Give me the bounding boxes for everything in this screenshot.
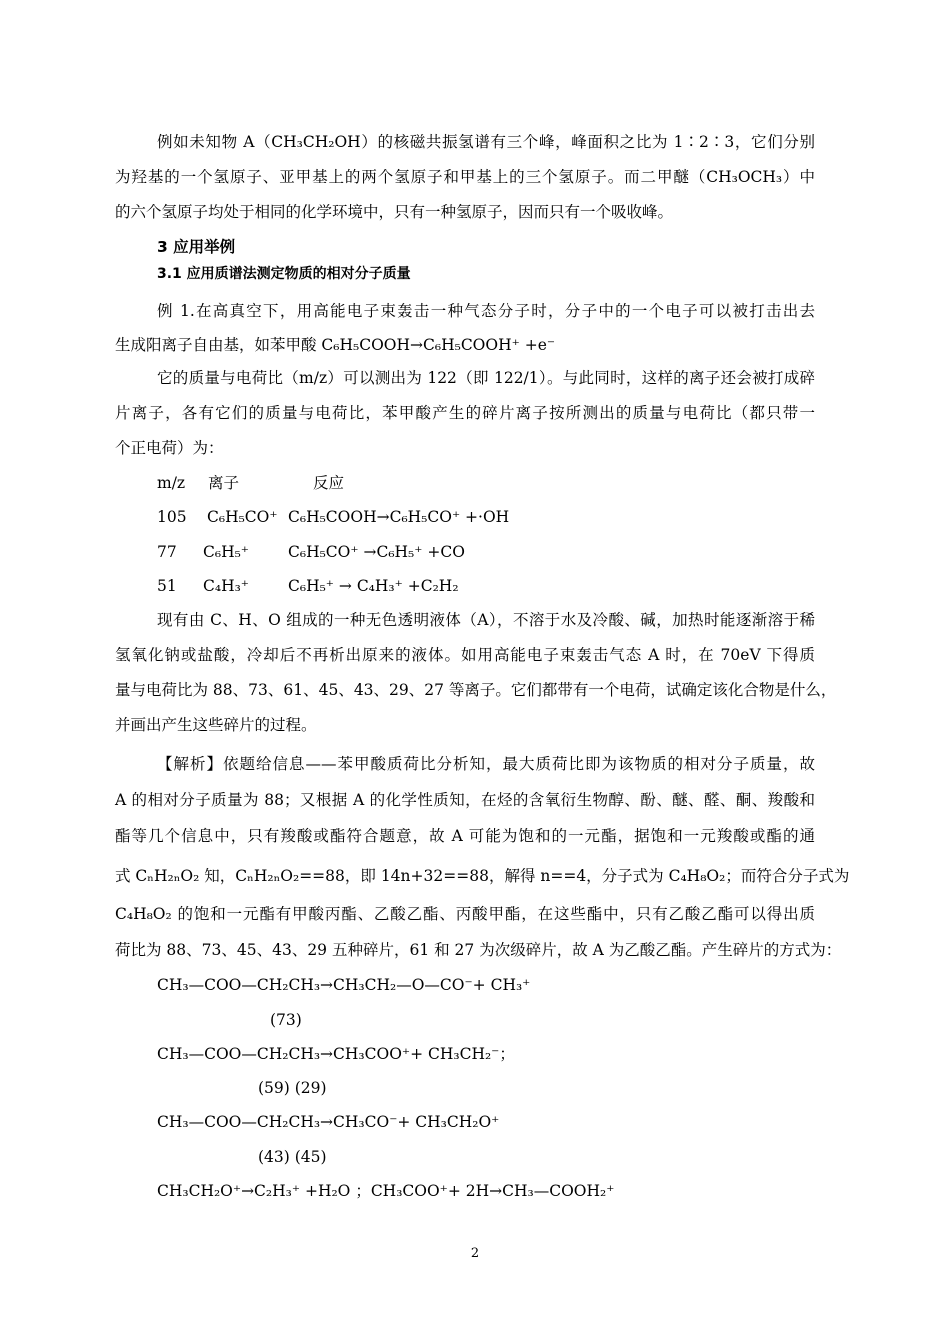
reaction-mass-labels: (59) (29) bbox=[258, 1079, 327, 1097]
analysis-line: 【解析】依题给信息——苯甲酸质荷比分析知，最大质荷比即为该物质的相对分子质量，故 bbox=[157, 755, 815, 773]
table-cell-mz: 51 bbox=[157, 577, 177, 595]
paragraph-line: 片离子，各有它们的质量与电荷比，苯甲酸产生的碎片离子按所测出的质量与电荷比（都只带一 bbox=[115, 404, 815, 422]
table-cell-reaction: C₆H₅⁺ → C₄H₃⁺ +C₂H₂ bbox=[288, 577, 459, 595]
paragraph-line: 它的质量与电荷比（m/z）可以测出为 122（即 122/1）。与此同时，这样的离子还会被打成碎 bbox=[157, 369, 815, 387]
paragraph-line: 的六个氢原子均处于相同的化学环境中，只有一种氢原子，因而只有一个吸收峰。 bbox=[115, 203, 674, 221]
paragraph-line: 氢氧化钠或盐酸，冷却后不再析出原来的液体。如用高能电子束轰击气态 A 时，在 70eV 下得质 bbox=[115, 646, 815, 664]
table-cell-mz: 105 bbox=[157, 508, 187, 526]
analysis-line: 荷比为 88、73、45、43、29 五种碎片，61 和 27 为次级碎片，故 A 为乙酸乙酯。产生碎片的方式为： bbox=[115, 941, 842, 959]
reaction-equation: CH₃CH₂O⁺→C₂H₃⁺ +H₂O ；CH₃COO⁺+ 2H→CH₃—COOH₂⁺ bbox=[157, 1182, 615, 1200]
table-cell-reaction: C₆H₅CO⁺ →C₆H₅⁺ +CO bbox=[288, 543, 465, 561]
subsection-heading: 3.1 应用质谱法测定物质的相对分子质量 bbox=[157, 266, 411, 282]
page-number: 2 bbox=[470, 1246, 480, 1261]
reaction-mass-labels: (73) bbox=[270, 1011, 302, 1029]
section-heading: 3 应用举例 bbox=[157, 238, 236, 256]
table-cell-ion: C₄H₃⁺ bbox=[203, 577, 249, 595]
paragraph-line: 并画出产生这些碎片的过程。 bbox=[115, 716, 317, 734]
paragraph-line: 例如未知物 A（CH₃CH₂OH）的核磁共振氢谱有三个峰，峰面积之比为 1∶2∶3，它们分别 bbox=[157, 133, 815, 151]
table-cell-ion: C₆H₅⁺ bbox=[203, 543, 249, 561]
analysis-line: C₄H₈O₂ 的饱和一元酯有甲酸丙酯、乙酸乙酯、丙酸甲酯，在这些酯中，只有乙酸乙酯可以得出质 bbox=[115, 905, 815, 923]
analysis-line: 式 CₙH₂ₙO₂ 知，CₙH₂ₙO₂==88，即 14n+32==88，解得 n==4，分子式为 C₄H₈O₂；而符合分子式为 bbox=[115, 867, 850, 885]
table-header-mz: m/z bbox=[157, 474, 186, 492]
reaction-mass-labels: (43) (45) bbox=[258, 1148, 327, 1166]
analysis-line: 酯等几个信息中，只有羧酸或酯符合题意，故 A 可能为饱和的一元酯，据饱和一元羧酸或酯的通 bbox=[115, 827, 815, 845]
paragraph-line: 量与电荷比为 88、73、61、45、43、29、27 等离子。它们都带有一个电荷，试确定该化合物是什么， bbox=[115, 681, 837, 699]
table-header-reaction: 反应 bbox=[313, 474, 345, 492]
table-cell-reaction: C₆H₅COOH→C₆H₅CO⁺ +·OH bbox=[288, 508, 510, 526]
table-cell-mz: 77 bbox=[157, 543, 177, 561]
paragraph-line: 现有由 C、H、O 组成的一种无色透明液体（A），不溶于水及冷酸、碱，加热时能逐渐溶于稀 bbox=[157, 611, 815, 629]
analysis-line: A 的相对分子质量为 88；又根据 A 的化学性质知，在烃的含氧衍生物醇、酚、醚、醛、酮、羧酸和 bbox=[115, 791, 815, 809]
table-header-ion: 离子 bbox=[208, 474, 240, 492]
reaction-equation: CH₃—COO—CH₂CH₃→CH₃CH₂—O—CO⁻+ CH₃⁺ bbox=[157, 976, 531, 994]
paragraph-line: 生成阳离子自由基，如苯甲酸 C₆H₅COOH→C₆H₅COOH⁺ +e⁻ bbox=[115, 336, 556, 354]
reaction-equation: CH₃—COO—CH₂CH₃→CH₃CO⁻+ CH₃CH₂O⁺ bbox=[157, 1113, 500, 1131]
reaction-equation: CH₃—COO—CH₂CH₃→CH₃COO⁺+ CH₃CH₂⁻； bbox=[157, 1045, 515, 1063]
paragraph-line: 个正电荷）为： bbox=[115, 439, 224, 457]
table-cell-ion: C₆H₅CO⁺ bbox=[207, 508, 278, 526]
paragraph-line: 为羟基的一个氢原子、亚甲基上的两个氢原子和甲基上的三个氢原子。而二甲醚（CH₃OCH₃）中 bbox=[115, 168, 815, 186]
paragraph-line: 例 1.在高真空下，用高能电子束轰击一种气态分子时，分子中的一个电子可以被打击出去 bbox=[157, 302, 815, 320]
